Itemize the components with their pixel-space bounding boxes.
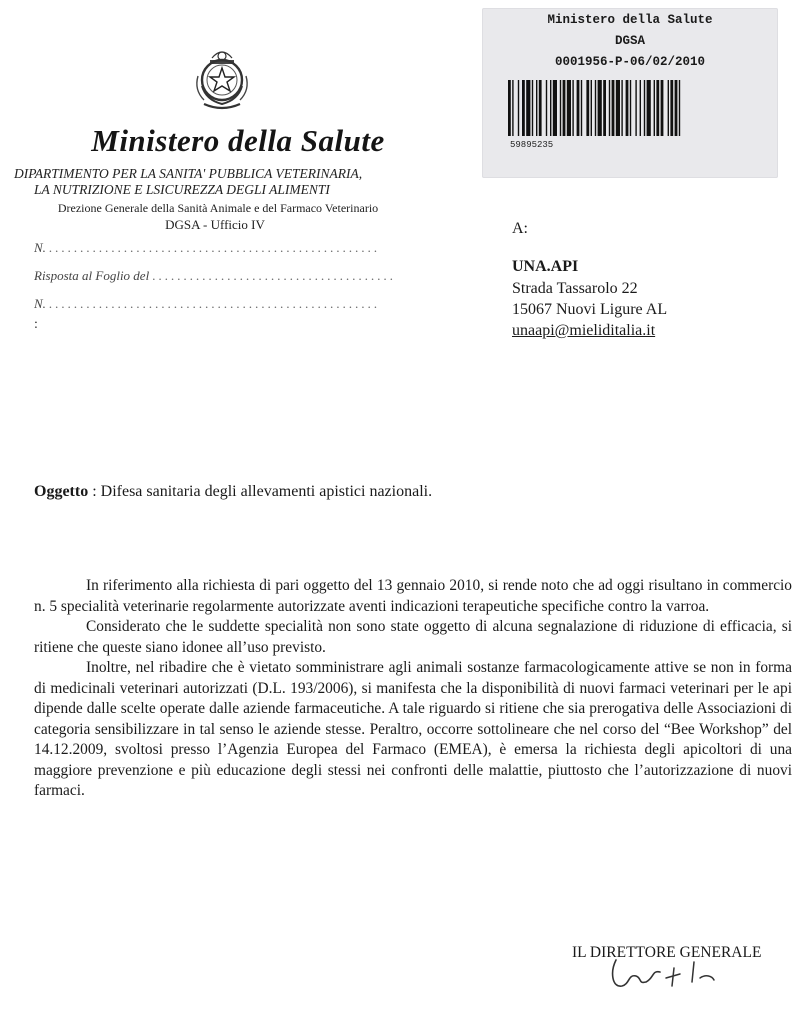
dotted-leader: ..................................................... (49, 296, 381, 311)
reply-reference-line (34, 268, 414, 284)
department-heading (14, 166, 414, 198)
department-line-2: LA NUTRIZIONE E LSICUREZZA DEGLI ALIMENTI (34, 182, 330, 197)
reference-number-label: N. (34, 240, 46, 255)
recipient-email-link[interactable]: unaapi@mieliditalia.it (512, 322, 656, 339)
barcode-number: 59895235 (510, 140, 554, 150)
recipient-name: UNA.API (512, 258, 579, 275)
reference-number2-label: N. (34, 296, 46, 311)
dotted-leader: ....................................... (152, 268, 397, 283)
recipient-city: 15067 Nuovi Ligure AL (512, 301, 668, 318)
body-paragraph: Inoltre, nel ribadire che è vietato somministrare agli animali sostanze farmacologicamente attive se non in forma di medicinali veterinari autorizzati (D.L. 193/2006), si manifesta che la disponibilità di nuovi farmaci veterinari per le api dipende dalle scelte operate dalle aziende farmaceutiche. A tale riguardo si ritiene che sia prerogativa delle Associazioni di categoria sensibilizzare in tal senso le aziende stesse. Peraltro, occorre sottolineare che nel corso del “Bee Workshop” del 14.12.2009, svoltosi presso l’Agenzia Europea del Farmaco (EMEA), è emersa la richiesta degli apicoltori di una maggiore prevenzione e più educazione degli stessi nei confronti delle malattie, piuttosto che l’autorizzazione di nuovi farmaci. (34, 659, 792, 799)
letter-body (34, 576, 792, 802)
republic-emblem-icon (188, 36, 256, 112)
stamp-ministry: Ministero della Salute (547, 13, 713, 27)
office-line: DGSA - Ufficio IV (165, 217, 265, 232)
dotted-leader: ..................................................... (49, 240, 381, 255)
subject-line (34, 483, 432, 501)
stamp-protocol-number: 0001956-P-06/02/2010 (554, 55, 706, 69)
colon-mark: : (34, 317, 38, 332)
reference-number2-line (34, 296, 414, 312)
reference-number-line (34, 240, 414, 256)
barcode-icon (508, 80, 762, 136)
ministry-title: Ministero della Salute (91, 123, 385, 158)
stamp-department: DGSA (614, 34, 645, 48)
directorate-line: Drezione Generale della Sanità Animale e del Farmaco Veterinario (57, 201, 379, 215)
subject-text: : Difesa sanitaria degli allevamenti apistici nazionali. (92, 483, 433, 500)
department-line-1: DIPARTIMENTO PER LA SANITA' PUBBLICA VETERINARIA, (14, 166, 363, 181)
signature-title: IL DIRETTORE GENERALE (572, 944, 762, 961)
body-paragraph: Considerato che le suddette specialità non sono state oggetto di alcuna segnalazione di riduzione di efficacia, si ritiene che queste siano idonee all’uso previsto. (34, 618, 792, 656)
body-paragraph: In riferimento alla richiesta di pari oggetto del 13 gennaio 2010, si rende noto che ad oggi risultano in commercio n. 5 specialità veterinarie regolarmente autorizzate aventi indicazioni terapeutiche specifiche contro la varroa. (34, 577, 792, 615)
recipient-street: Strada Tassarolo 22 (512, 280, 638, 297)
reply-reference-label: Risposta al Foglio del (34, 268, 150, 283)
handwritten-signature-icon (602, 952, 752, 998)
recipient-prefix: A: (512, 220, 528, 237)
protocol-stamp (482, 8, 778, 178)
subject-label: Oggetto (34, 483, 89, 500)
